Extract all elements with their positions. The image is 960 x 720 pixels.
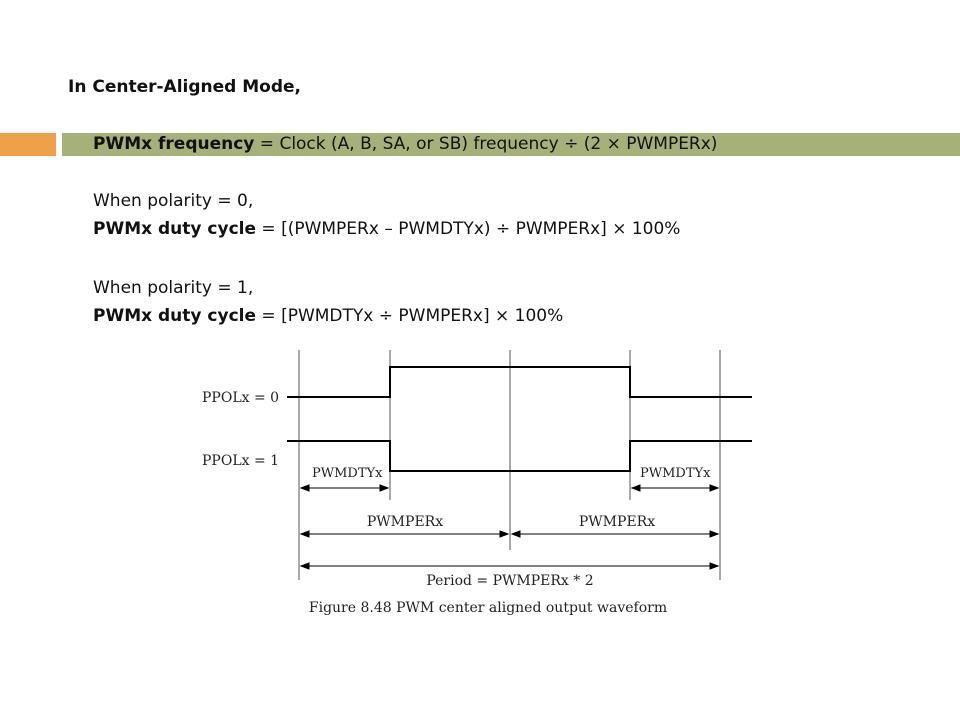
duty-cycle-label: PWMx duty cycle [93, 306, 257, 326]
vertical-guide-lines [299, 350, 720, 580]
period-label: Period = PWMPERx * 2 [426, 573, 594, 589]
frequency-label: PWMx frequency [93, 134, 255, 154]
arrowhead [301, 531, 309, 537]
ppol-0-label: PPOLx = 0 [202, 390, 280, 406]
polarity-1-label: When polarity = 1, [93, 278, 254, 298]
pwmperx-label-left: PWMPERx [366, 514, 444, 530]
arrowhead [710, 531, 718, 537]
polarity-0-label: When polarity = 0, [93, 191, 254, 211]
pwmdtyx-label-right: PWMDTYx [640, 466, 711, 481]
duty-cycle-expression: = [(PWMPERx – PWMDTYx) ÷ PWMPERx] × 100% [256, 219, 681, 239]
pwmdtyx-label-left: PWMDTYx [312, 466, 383, 481]
arrowhead [301, 485, 309, 491]
arrowhead [632, 485, 640, 491]
duty-cycle-label: PWMx duty cycle [93, 219, 257, 239]
arrowhead [500, 531, 508, 537]
arrowhead [710, 485, 718, 491]
waveform-ppol-0 [287, 367, 752, 397]
heading: In Center-Aligned Mode, [68, 77, 302, 97]
pwmperx-label-right: PWMPERx [578, 514, 656, 530]
arrowhead [710, 563, 718, 569]
frequency-expression: = Clock (A, B, SA, or SB) frequency ÷ (2 × PWMPERx) [254, 134, 718, 154]
figure-caption: Figure 8.48 PWM center aligned output waveform [308, 600, 668, 616]
arrowhead [512, 531, 520, 537]
duty-cycle-expression: = [PWMDTYx ÷ PWMPERx] × 100% [256, 306, 564, 326]
arrowhead [301, 563, 309, 569]
ppol-1-label: PPOLx = 1 [202, 453, 280, 469]
arrowhead [380, 485, 388, 491]
figure-labels [202, 390, 711, 616]
